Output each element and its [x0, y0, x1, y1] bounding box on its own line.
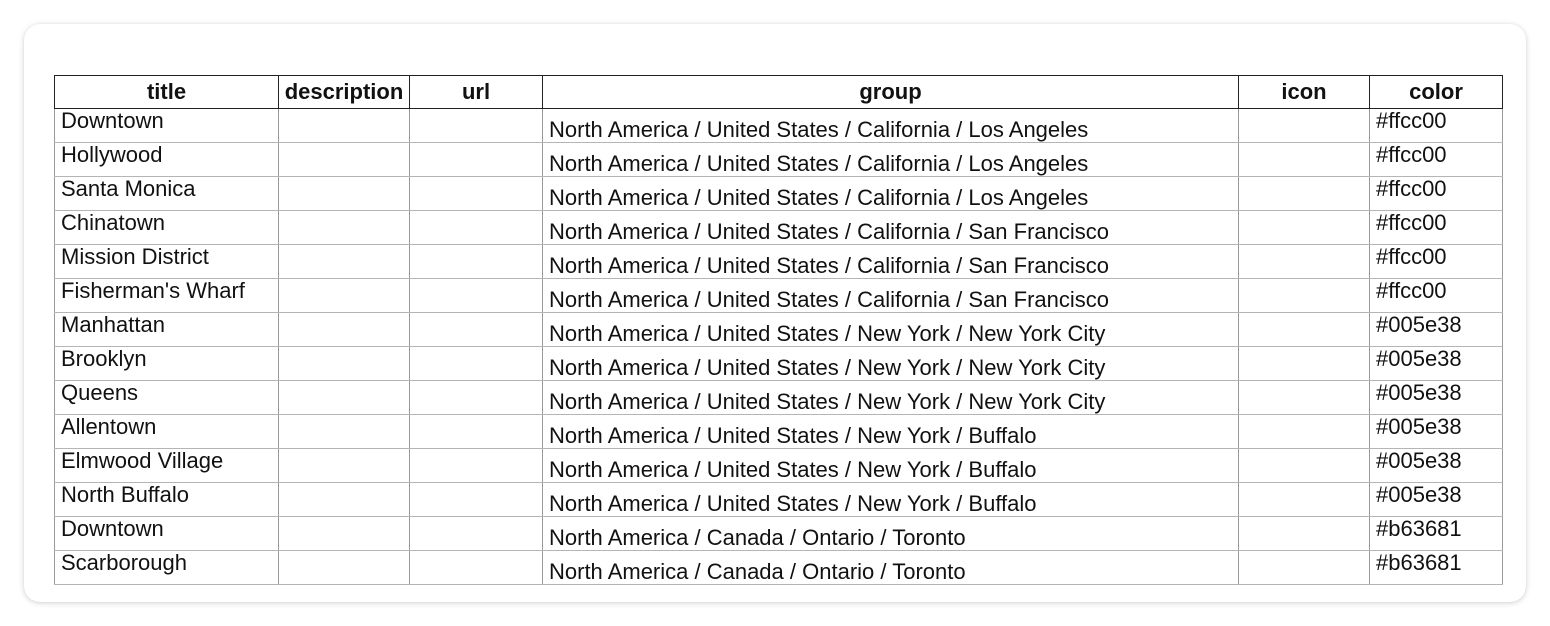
table-row [55, 245, 1503, 279]
cell-group[interactable]: North America / United States / New York / Buffalo [543, 415, 1239, 449]
cell-color[interactable]: #b63681 [1370, 517, 1503, 551]
cell-icon[interactable] [1239, 279, 1370, 313]
column-header-icon[interactable]: icon [1239, 76, 1370, 109]
cell-url[interactable] [410, 143, 543, 177]
cell-group[interactable]: North America / United States / California / Los Angeles [543, 143, 1239, 177]
cell-group[interactable]: North America / United States / New York / Buffalo [543, 449, 1239, 483]
cell-url[interactable] [410, 347, 543, 381]
column-header-title[interactable]: title [55, 76, 279, 109]
cell-color[interactable]: #005e38 [1370, 415, 1503, 449]
cell-group[interactable]: North America / United States / California / Los Angeles [543, 177, 1239, 211]
cell-icon[interactable] [1239, 143, 1370, 177]
table-row [55, 313, 1503, 347]
cell-group[interactable]: North America / United States / New York / New York City [543, 381, 1239, 415]
cell-group[interactable]: North America / United States / California / San Francisco [543, 211, 1239, 245]
cell-group[interactable]: North America / United States / New York / New York City [543, 313, 1239, 347]
cell-color[interactable]: #ffcc00 [1370, 109, 1503, 143]
cell-title[interactable]: Santa Monica [55, 177, 279, 211]
table-row [55, 415, 1503, 449]
cell-color[interactable]: #ffcc00 [1370, 177, 1503, 211]
cell-url[interactable] [410, 279, 543, 313]
cell-group[interactable]: North America / United States / New York / New York City [543, 347, 1239, 381]
cell-title[interactable]: Scarborough [55, 551, 279, 585]
cell-description[interactable] [279, 551, 410, 585]
cell-group[interactable]: North America / Canada / Ontario / Toronto [543, 551, 1239, 585]
cell-group[interactable]: North America / Canada / Ontario / Toronto [543, 517, 1239, 551]
column-header-description[interactable]: description [279, 76, 410, 109]
table-body [55, 109, 1503, 585]
cell-color[interactable]: #005e38 [1370, 381, 1503, 415]
cell-icon[interactable] [1239, 551, 1370, 585]
cell-color[interactable]: #005e38 [1370, 449, 1503, 483]
cell-description[interactable] [279, 211, 410, 245]
table-row [55, 551, 1503, 585]
cell-title[interactable]: Queens [55, 381, 279, 415]
cell-description[interactable] [279, 347, 410, 381]
cell-url[interactable] [410, 313, 543, 347]
cell-color[interactable]: #b63681 [1370, 551, 1503, 585]
cell-title[interactable]: Allentown [55, 415, 279, 449]
cell-icon[interactable] [1239, 245, 1370, 279]
cell-url[interactable] [410, 245, 543, 279]
table-row [55, 109, 1503, 143]
data-table [54, 75, 1503, 585]
cell-description[interactable] [279, 279, 410, 313]
cell-title[interactable]: Hollywood [55, 143, 279, 177]
cell-url[interactable] [410, 381, 543, 415]
cell-icon[interactable] [1239, 415, 1370, 449]
cell-group[interactable]: North America / United States / New York / Buffalo [543, 483, 1239, 517]
cell-group[interactable]: North America / United States / California / San Francisco [543, 279, 1239, 313]
cell-group[interactable]: North America / United States / California / Los Angeles [543, 109, 1239, 143]
cell-icon[interactable] [1239, 347, 1370, 381]
cell-description[interactable] [279, 483, 410, 517]
cell-icon[interactable] [1239, 109, 1370, 143]
cell-color[interactable]: #005e38 [1370, 313, 1503, 347]
cell-title[interactable]: Mission District [55, 245, 279, 279]
cell-description[interactable] [279, 381, 410, 415]
cell-url[interactable] [410, 551, 543, 585]
table-row [55, 381, 1503, 415]
table-row [55, 449, 1503, 483]
cell-icon[interactable] [1239, 211, 1370, 245]
cell-description[interactable] [279, 177, 410, 211]
cell-url[interactable] [410, 109, 543, 143]
cell-icon[interactable] [1239, 483, 1370, 517]
cell-title[interactable]: Elmwood Village [55, 449, 279, 483]
table-row [55, 347, 1503, 381]
cell-description[interactable] [279, 109, 410, 143]
table-row [55, 211, 1503, 245]
cell-color[interactable]: #ffcc00 [1370, 279, 1503, 313]
cell-icon[interactable] [1239, 449, 1370, 483]
cell-color[interactable]: #005e38 [1370, 347, 1503, 381]
column-header-url[interactable]: url [410, 76, 543, 109]
cell-title[interactable]: Downtown [55, 517, 279, 551]
cell-url[interactable] [410, 483, 543, 517]
cell-color[interactable]: #ffcc00 [1370, 245, 1503, 279]
cell-description[interactable] [279, 517, 410, 551]
cell-url[interactable] [410, 211, 543, 245]
cell-description[interactable] [279, 415, 410, 449]
cell-url[interactable] [410, 415, 543, 449]
cell-title[interactable]: Fisherman's Wharf [55, 279, 279, 313]
cell-description[interactable] [279, 449, 410, 483]
cell-icon[interactable] [1239, 381, 1370, 415]
cell-group[interactable]: North America / United States / California / San Francisco [543, 245, 1239, 279]
cell-icon[interactable] [1239, 517, 1370, 551]
cell-icon[interactable] [1239, 313, 1370, 347]
table-row [55, 279, 1503, 313]
cell-description[interactable] [279, 245, 410, 279]
cell-url[interactable] [410, 177, 543, 211]
cell-color[interactable]: #ffcc00 [1370, 143, 1503, 177]
cell-color[interactable]: #ffcc00 [1370, 211, 1503, 245]
cell-icon[interactable] [1239, 177, 1370, 211]
header-row [55, 76, 1503, 109]
cell-description[interactable] [279, 143, 410, 177]
cell-title[interactable]: Chinatown [55, 211, 279, 245]
cell-title[interactable]: Brooklyn [55, 347, 279, 381]
cell-url[interactable] [410, 517, 543, 551]
table-row [55, 483, 1503, 517]
cell-title[interactable]: Manhattan [55, 313, 279, 347]
document-card [24, 24, 1526, 602]
table-row [55, 143, 1503, 177]
table-row [55, 517, 1503, 551]
cell-title[interactable]: North Buffalo [55, 483, 279, 517]
table-row [55, 177, 1503, 211]
cell-url[interactable] [410, 449, 543, 483]
cell-color[interactable]: #005e38 [1370, 483, 1503, 517]
cell-title[interactable]: Downtown [55, 109, 279, 143]
cell-description[interactable] [279, 313, 410, 347]
column-header-group[interactable]: group [543, 76, 1239, 109]
column-header-color[interactable]: color [1370, 76, 1503, 109]
